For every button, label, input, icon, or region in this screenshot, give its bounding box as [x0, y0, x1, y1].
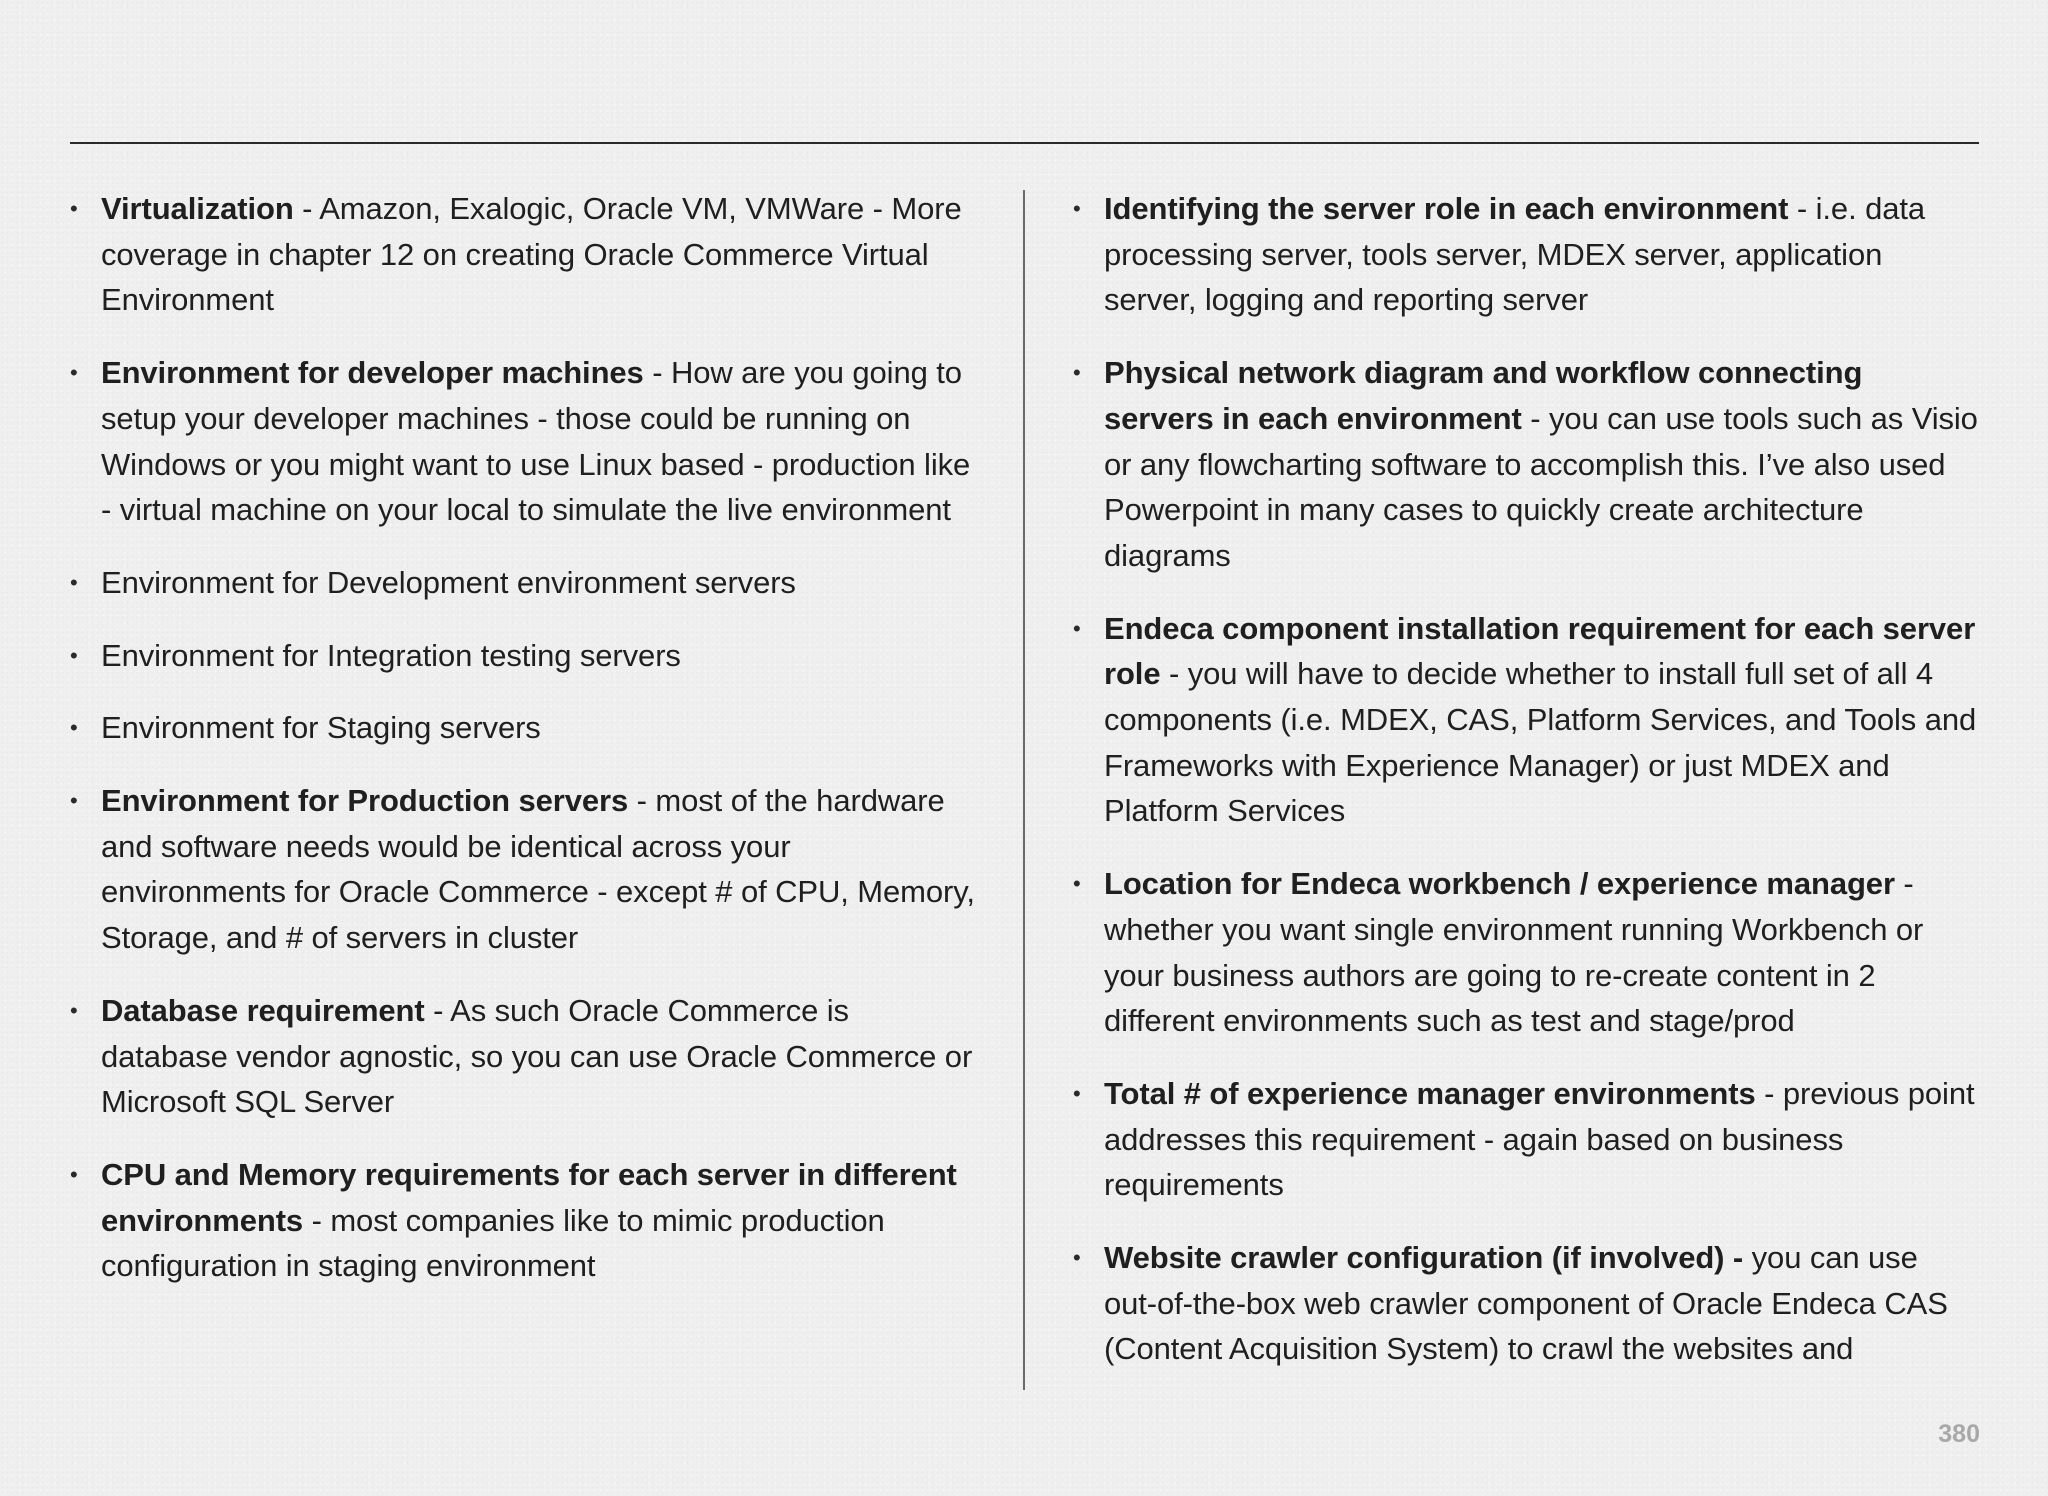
bullet-endeca-install	[1073, 606, 1978, 835]
bullet-heading: Identifying the server role in each environment	[1104, 191, 1789, 226]
bullet-developer-machines	[70, 350, 975, 533]
bullet-cpu-memory	[70, 1152, 975, 1289]
bullet-heading: Environment for Production servers	[101, 783, 629, 819]
bullet-heading: Website crawler configuration (if involved) -	[1104, 1240, 1744, 1276]
bullet-heading: Endeca component installation requirement for each server role	[1104, 610, 1976, 692]
bullet-heading: Total # of experience manager environments	[1104, 1075, 1756, 1111]
page-number: 380	[1938, 1420, 1980, 1448]
bullet-heading: Environment for developer machines	[101, 355, 644, 391]
bullet-heading: Physical network diagram and workflow connecting servers in each environment	[1104, 355, 1863, 436]
bullet-heading: Database requirement	[101, 992, 425, 1028]
bullet-crawler-config	[1073, 1235, 1978, 1372]
bullet-heading: Virtualization	[101, 191, 294, 226]
bullet-virtualization	[70, 186, 975, 323]
bullet-text: Environment for Staging servers	[101, 710, 541, 746]
bullet-heading: CPU and Memory requirements for each server in different environments	[101, 1156, 957, 1238]
bullet-text: - previous point addresses this requirement - again based on business requirements	[1104, 1075, 1975, 1203]
bullet-server-role	[1073, 186, 1978, 323]
bullet-text: - you can use tools such as Visio or any flowcharting software to accomplish this. I’ve also used Powerpoint in many cases to quickly create architecture diagrams	[1104, 400, 1978, 573]
bullet-text: - most of the hardware and software needs would be identical across your environments for Oracle Commerce - except # of CPU, Memory, Storage, and # of servers in cluster	[101, 783, 975, 956]
bullet-text: - i.e. data processing server, tools server, MDEX server, application server, logging and reporting server	[1104, 191, 1926, 318]
bullet-text: - How are you going to setup your developer machines - those could be running on Windows or you might want to use Linux based - production like - virtual machine on your local to simulate the live environment	[101, 355, 971, 528]
bullet-database-requirement	[70, 988, 975, 1125]
bullet-text: Environment for Development environment servers	[101, 564, 796, 600]
left-bullet-column	[70, 186, 975, 1316]
bullet-text: - whether you want single environment running Workbench or your business authors are going to re-create content in 2 different environments such as test and stage/prod	[1104, 866, 1924, 1039]
column-divider	[1023, 190, 1025, 1390]
bullet-heading: Location for Endeca workbench / experience manager	[1104, 866, 1895, 902]
bullet-text: Environment for Integration testing servers	[101, 637, 681, 673]
bullet-production-servers	[70, 778, 975, 961]
bullet-text: - As such Oracle Commerce is database vendor agnostic, so you can use Oracle Commerce or Microsoft SQL Server	[101, 992, 973, 1120]
bullet-integration-servers	[70, 633, 975, 679]
bullet-xm-environments	[1073, 1071, 1978, 1208]
bullet-text: you can use out-of-the-box web crawler component of Oracle Endeca CAS (Content Acquisition System) to crawl the websites and	[1104, 1240, 1948, 1367]
bullet-workbench-location	[1073, 861, 1978, 1044]
bullet-staging-servers	[70, 705, 975, 751]
bullet-text: - most companies like to mimic production configuration in staging environment	[101, 1202, 885, 1284]
bullet-network-diagram	[1073, 350, 1978, 579]
right-bullet-column	[1073, 186, 1978, 1399]
bullet-text: - Amazon, Exalogic, Oracle VM, VMWare - More coverage in chapter 12 on creating Oracle Commerce Virtual Environment	[101, 191, 962, 318]
bullet-development-servers	[70, 560, 975, 606]
top-rule	[70, 142, 1979, 144]
bullet-text: - you will have to decide whether to install full set of all 4 components (i.e. MDEX, CAS, Platform Services, and Tools and Frameworks with Experience Manager) or just MDEX and Platform Services	[1104, 656, 1977, 829]
